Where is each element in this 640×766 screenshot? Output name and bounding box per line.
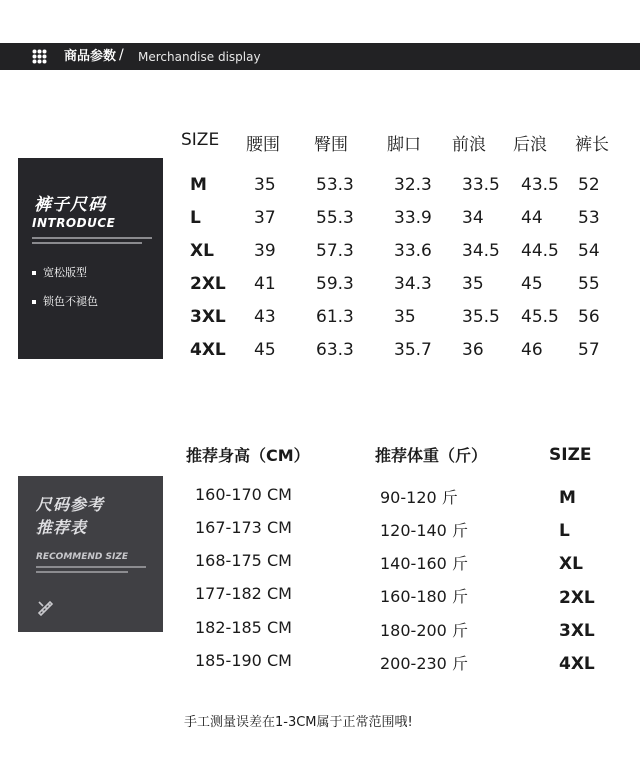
- front-rise-cell: 36: [462, 340, 484, 360]
- size-table-header: 腰围: [246, 135, 280, 155]
- hem-cell: 34.3: [394, 274, 432, 294]
- size-cell: L: [190, 208, 201, 228]
- front-rise-cell: 34: [462, 208, 484, 228]
- recommend-size-cell: XL: [559, 554, 583, 574]
- fine-print-line: [32, 237, 152, 239]
- header-separator: /: [119, 47, 124, 63]
- size-table-header: 脚口: [387, 135, 421, 155]
- front-rise-cell: 33.5: [462, 175, 500, 195]
- waist-cell: 45: [254, 340, 276, 360]
- measurement-footnote: 手工测量误差在1-3CM属于正常范围哦!: [184, 715, 413, 730]
- length-cell: 52: [578, 175, 600, 195]
- length-cell: 55: [578, 274, 600, 294]
- weight-range-cell: 90-120 斤: [380, 488, 458, 507]
- intro-feature: 宽松版型: [32, 266, 87, 280]
- section-header: [0, 43, 640, 70]
- bullet-icon: [32, 271, 36, 275]
- back-rise-cell: 44.5: [521, 241, 559, 261]
- size-table-header: 后浪: [513, 135, 547, 155]
- length-cell: 56: [578, 307, 600, 327]
- recommend-size-cell: 3XL: [559, 621, 595, 641]
- recommend-title-line2: 推荐表: [36, 518, 88, 537]
- recommend-header-size: SIZE: [549, 445, 592, 465]
- hip-cell: 61.3: [316, 307, 354, 327]
- front-rise-cell: 35: [462, 274, 484, 294]
- header-title-cn: 商品参数: [64, 49, 117, 64]
- height-range-cell: 168-175 CM: [195, 551, 292, 570]
- hem-cell: 32.3: [394, 175, 432, 195]
- bullet-icon: [32, 300, 36, 304]
- intro-feature: 锁色不褪色: [32, 295, 98, 309]
- size-cell: 3XL: [190, 307, 226, 327]
- weight-range-cell: 200-230 斤: [380, 654, 468, 673]
- size-table-header: SIZE: [181, 130, 220, 150]
- ruler-pencil-icon: [37, 600, 54, 617]
- recommend-size-cell: 2XL: [559, 588, 595, 608]
- back-rise-cell: 43.5: [521, 175, 559, 195]
- hem-cell: 33.9: [394, 208, 432, 228]
- size-table-header: 臀围: [314, 135, 348, 155]
- waist-cell: 37: [254, 208, 276, 228]
- waist-cell: 41: [254, 274, 276, 294]
- recommend-header-height: 推荐身高（CM）: [186, 446, 310, 465]
- length-cell: 57: [578, 340, 600, 360]
- hip-cell: 55.3: [316, 208, 354, 228]
- front-rise-cell: 35.5: [462, 307, 500, 327]
- height-range-cell: 177-182 CM: [195, 584, 292, 603]
- fine-print-line: [32, 242, 142, 244]
- recommend-header-weight: 推荐体重（斤）: [375, 446, 488, 465]
- size-cell: M: [190, 175, 207, 195]
- recommend-size-cell: L: [559, 521, 570, 541]
- fine-print-line: [36, 566, 146, 568]
- weight-range-cell: 180-200 斤: [380, 621, 468, 640]
- grid-icon: [32, 49, 47, 64]
- size-cell: 4XL: [190, 340, 226, 360]
- weight-range-cell: 140-160 斤: [380, 554, 468, 573]
- intro-title: 裤子尺码: [34, 195, 106, 215]
- recommend-title-line1: 尺码参考: [36, 495, 105, 514]
- height-range-cell: 160-170 CM: [195, 485, 292, 504]
- height-range-cell: 167-173 CM: [195, 518, 292, 537]
- recommend-card: [18, 476, 163, 632]
- intro-subtitle: INTRODUCE: [32, 216, 116, 230]
- hem-cell: 35.7: [394, 340, 432, 360]
- recommend-size-cell: M: [559, 488, 576, 508]
- size-table-header: 裤长: [575, 135, 609, 155]
- fine-print-line: [36, 571, 128, 573]
- back-rise-cell: 45: [521, 274, 543, 294]
- size-cell: XL: [190, 241, 214, 261]
- waist-cell: 35: [254, 175, 276, 195]
- back-rise-cell: 45.5: [521, 307, 559, 327]
- height-range-cell: 185-190 CM: [195, 651, 292, 670]
- recommend-size-cell: 4XL: [559, 654, 595, 674]
- hip-cell: 59.3: [316, 274, 354, 294]
- front-rise-cell: 34.5: [462, 241, 500, 261]
- waist-cell: 43: [254, 307, 276, 327]
- hem-cell: 35: [394, 307, 416, 327]
- intro-card: [18, 158, 163, 359]
- hip-cell: 57.3: [316, 241, 354, 261]
- size-cell: 2XL: [190, 274, 226, 294]
- length-cell: 53: [578, 208, 600, 228]
- recommend-subtitle: RECOMMEND SIZE: [36, 552, 129, 562]
- waist-cell: 39: [254, 241, 276, 261]
- hip-cell: 53.3: [316, 175, 354, 195]
- hip-cell: 63.3: [316, 340, 354, 360]
- header-title-en: Merchandise display: [138, 50, 261, 64]
- hem-cell: 33.6: [394, 241, 432, 261]
- back-rise-cell: 44: [521, 208, 543, 228]
- weight-range-cell: 160-180 斤: [380, 587, 468, 606]
- weight-range-cell: 120-140 斤: [380, 521, 468, 540]
- length-cell: 54: [578, 241, 600, 261]
- back-rise-cell: 46: [521, 340, 543, 360]
- height-range-cell: 182-185 CM: [195, 618, 292, 637]
- size-table-header: 前浪: [452, 135, 486, 155]
